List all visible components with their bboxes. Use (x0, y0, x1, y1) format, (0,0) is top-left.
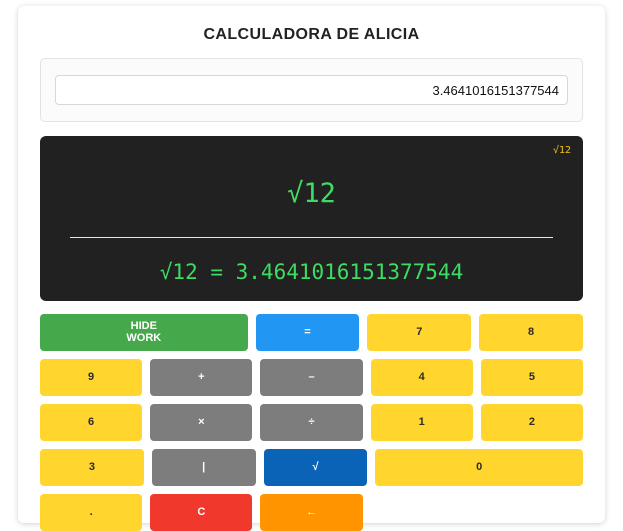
key-3-label: 3 (88, 460, 95, 473)
key-7-label: 7 (416, 325, 423, 338)
key-3[interactable] (40, 449, 144, 486)
display-panel (40, 58, 583, 122)
key-plus-label: + (198, 370, 205, 383)
work-panel (40, 136, 583, 301)
key-6-label: 6 (88, 415, 95, 428)
keypad-row (40, 494, 583, 531)
key-plus[interactable] (150, 359, 252, 396)
key-backspace-label: ← (306, 505, 317, 518)
key-0[interactable] (375, 449, 583, 486)
key-9[interactable] (40, 359, 142, 396)
key-sqrt-label: √ (312, 460, 319, 473)
key-minus[interactable] (260, 359, 362, 396)
key-clear[interactable] (150, 494, 252, 531)
key-sqrt[interactable] (264, 449, 368, 486)
key-8-label: 8 (528, 325, 535, 338)
keypad-row (40, 449, 583, 486)
hide-work-button-label (126, 321, 161, 344)
key-9-label: 9 (88, 370, 95, 383)
key-pipe-label: | (202, 460, 206, 473)
page-title: CALCULADORA DE ALICIA (203, 26, 420, 43)
key-4[interactable] (371, 359, 473, 396)
key-decimal-label: . (89, 505, 93, 518)
work-corner-label: √12 (552, 145, 571, 156)
key-minus-label: – (308, 370, 315, 383)
key-4-label: 4 (418, 370, 425, 383)
key-spacer-2 (481, 494, 583, 531)
key-2-label: 2 (528, 415, 535, 428)
key-clear-label: C (197, 505, 206, 518)
key-5-label: 5 (528, 370, 535, 383)
calculator-card (18, 6, 605, 523)
work-expression: √12 (287, 178, 336, 209)
keypad-row (40, 404, 583, 441)
key-decimal[interactable] (40, 494, 142, 531)
key-divide[interactable] (260, 404, 362, 441)
key-divide-label: ÷ (308, 415, 315, 428)
key-spacer-1 (371, 494, 473, 531)
key-1-label: 1 (418, 415, 425, 428)
key-multiply[interactable] (150, 404, 252, 441)
key-2[interactable] (481, 404, 583, 441)
key-6[interactable] (40, 404, 142, 441)
work-result: √12 = 3.4641016151377544 (159, 260, 464, 284)
hide-work-button[interactable] (40, 314, 248, 351)
display-input[interactable] (55, 75, 568, 105)
key-7[interactable] (367, 314, 471, 351)
key-8[interactable] (479, 314, 583, 351)
keypad-row (40, 314, 583, 351)
key-backspace[interactable] (260, 494, 362, 531)
hide-work-button-line1: HIDE (130, 319, 157, 332)
key-5[interactable] (481, 359, 583, 396)
equals-button[interactable] (256, 314, 360, 351)
key-1[interactable] (371, 404, 473, 441)
key-pipe[interactable] (152, 449, 256, 486)
keypad-row (40, 359, 583, 396)
hide-work-button-line2: WORK (126, 331, 162, 344)
keypad (40, 314, 583, 531)
key-0-label: 0 (476, 460, 483, 473)
equals-button-label: = (304, 325, 311, 338)
key-multiply-label: × (198, 415, 205, 428)
